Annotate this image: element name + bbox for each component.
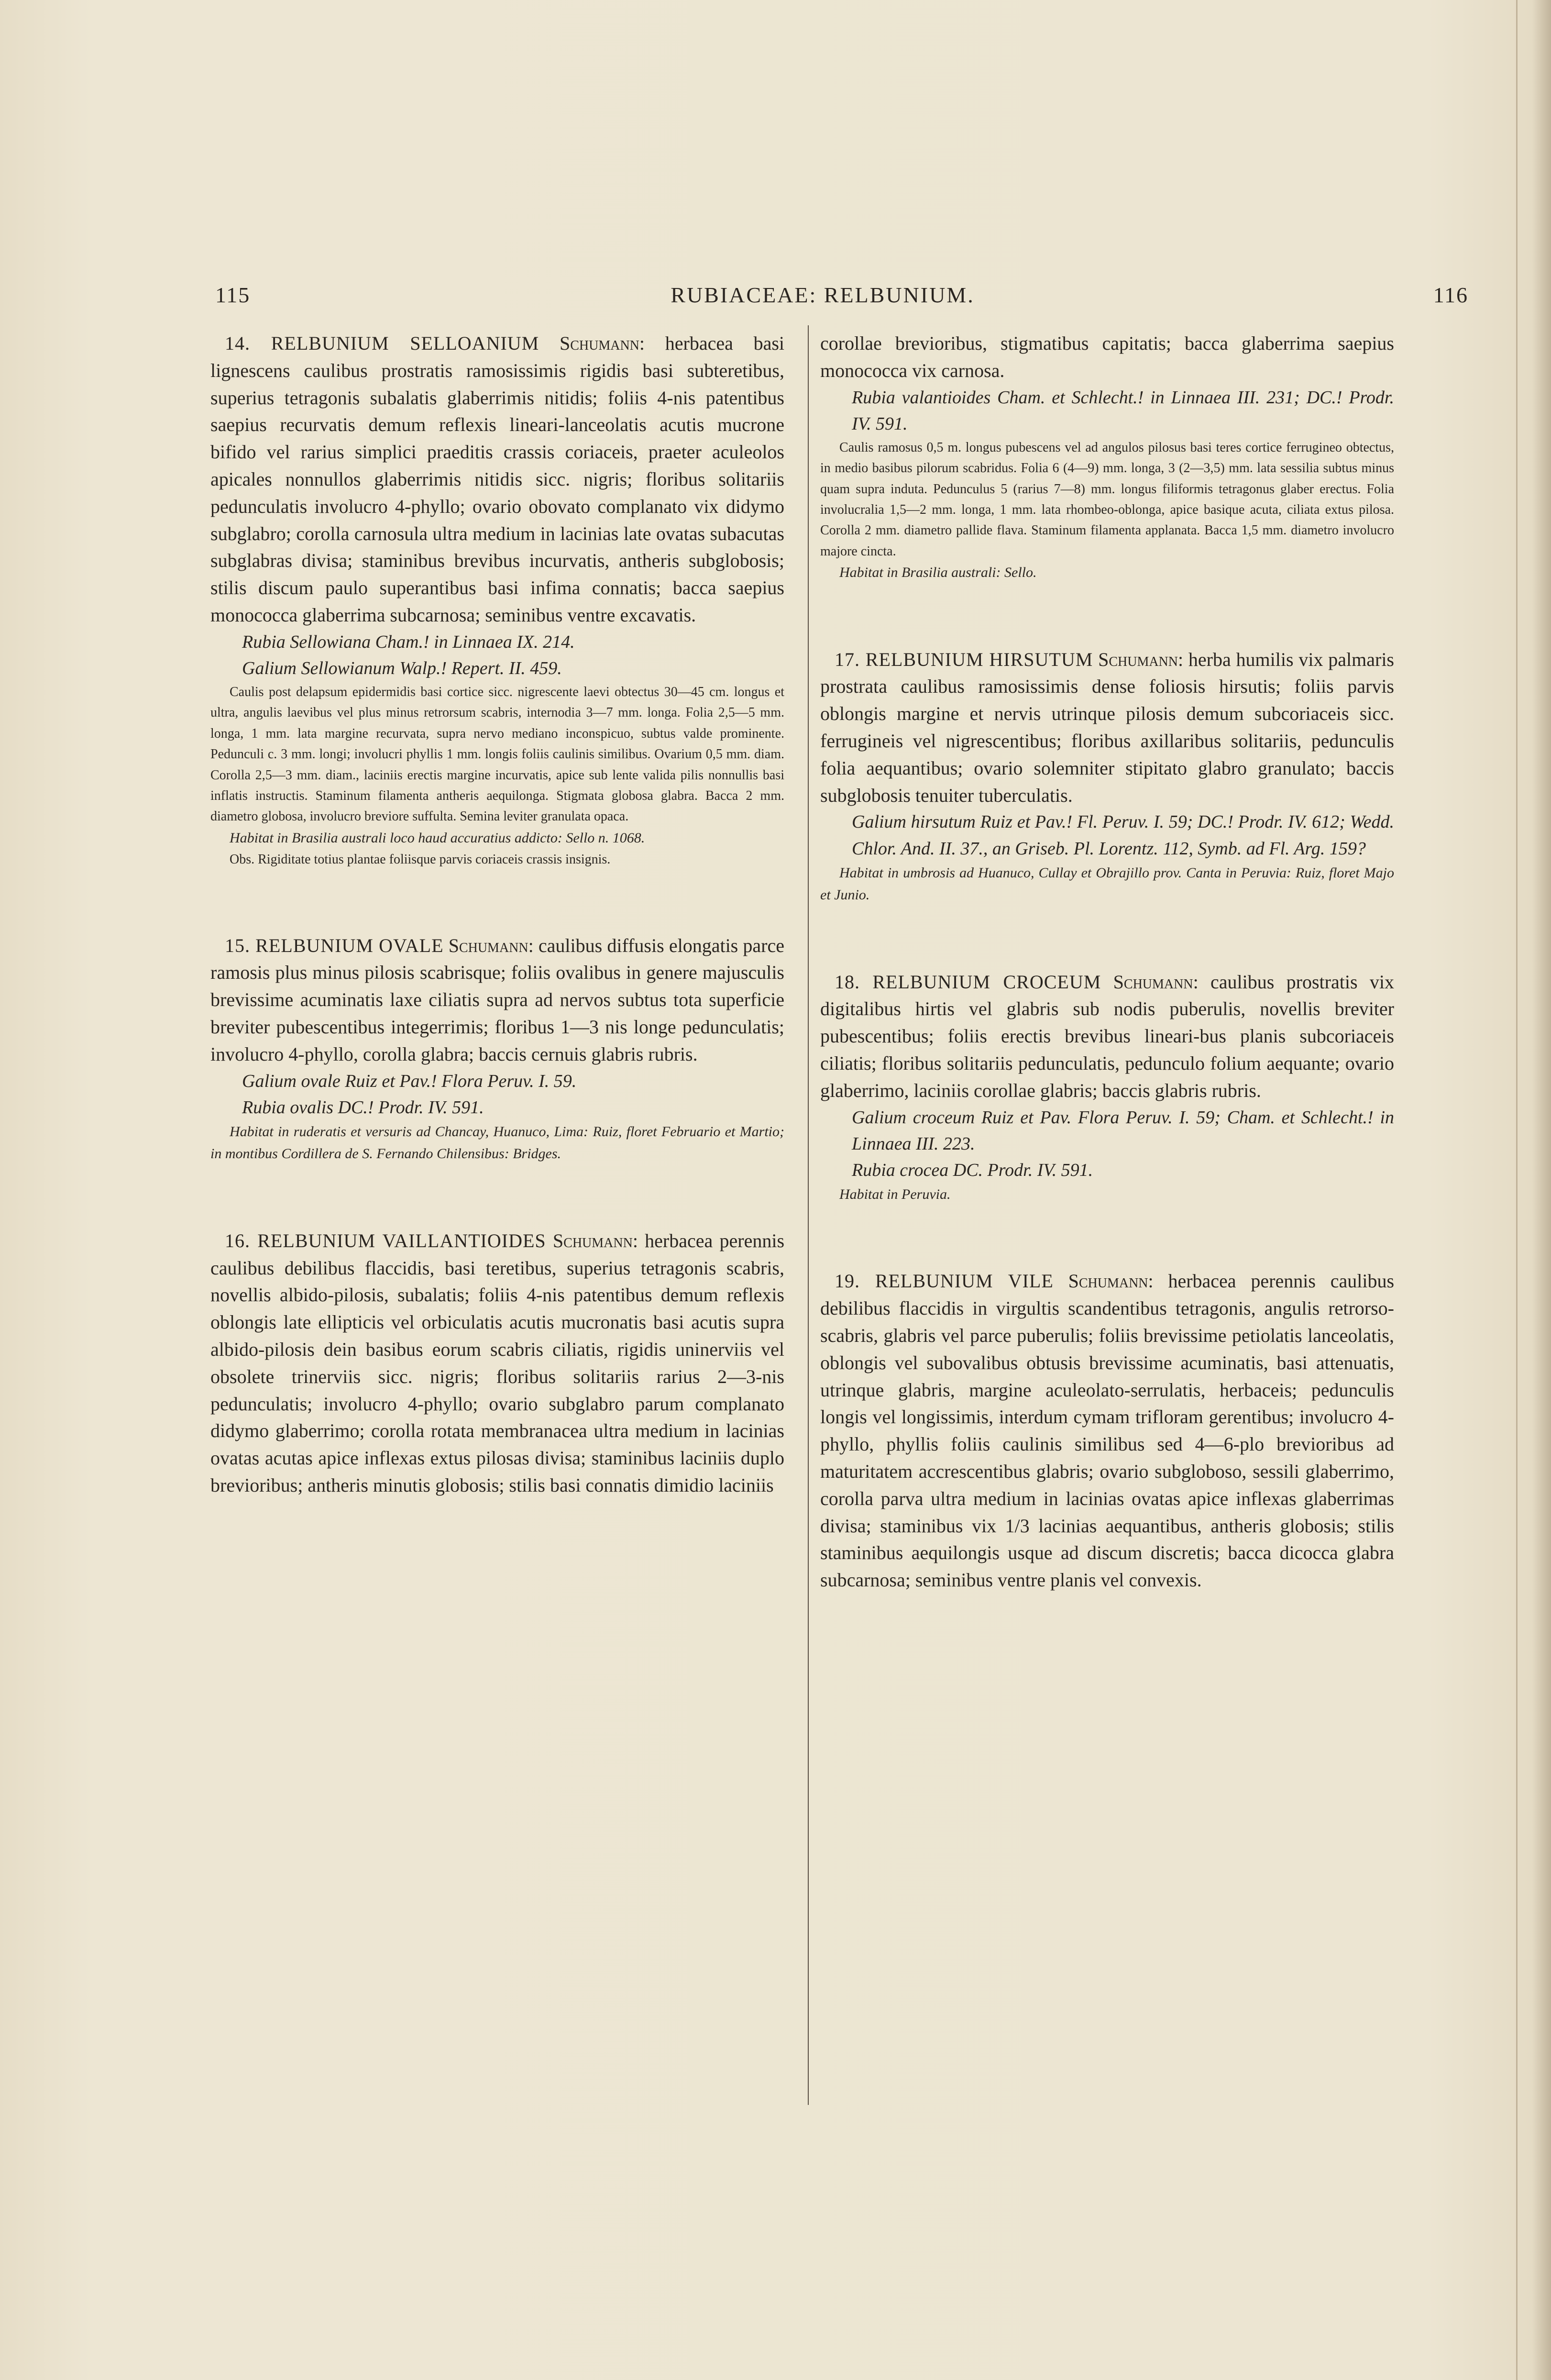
species-14-author: Schumann [559, 332, 639, 354]
right-column [820, 330, 1394, 1594]
species-18-habitat: Habitat in Peruvia. [839, 1186, 951, 1202]
species-16-text: : herbacea perennis caulibus debilibus flaccidis, basi teretibus, superius tetragonis scabris, novellis albido-pilosis, subalatis; foliis 4-nis patentibus demum reflexis oblongis late ellipticis vel orbiculatis acutis mucronatis basi acutis supra albido-pilosis dein basibus eorum scabris ciliatis, rigidis uninerviis vel obsolete trinerviis sicc. nigris; floribus solitariis rarius 2—3-nis pedunculatis; involucro 4-phyllo; ovario subglabro parum complanato didymo glaberrimo; corolla rotata membranacea ultra medium in lacinias ovatas acutas apice inflexas extus pilosas divisa; staminibus laciniis duplo brevioribus; antheris minutis globosis; stilis basi connatis dimidio laciniis [210, 1229, 785, 1496]
species-15 [210, 932, 784, 1165]
species-15-diagnosis [210, 932, 784, 1068]
species-19-heading: 19. RELBUNIUM VILE [835, 1270, 1054, 1292]
species-15-heading: 15. RELBUNIUM OVALE [225, 934, 444, 956]
species-17-author: Schumann [1098, 648, 1178, 670]
column-divider [808, 325, 809, 2105]
species-15-habitat: Habitat in ruderatis et versuris ad Chancay, Huanuco, Lima: Ruiz, floret Februario et Martio; in montibus Cordillera de S. Fernando Chilensibus: Bridges. [210, 1123, 784, 1162]
species-15-ref-1: Galium ovale Ruiz et Pav.! Flora Peruv. I. 59. [242, 1071, 577, 1091]
species-16-continued [820, 330, 1394, 584]
species-17-diagnosis [820, 646, 1394, 809]
page-number-left: 115 [215, 283, 251, 307]
species-16-habitat: Habitat in Brasilia australi: Sello. [839, 565, 1037, 581]
species-15-ref-2: Rubia ovalis DC.! Prodr. IV. 591. [242, 1097, 484, 1118]
running-title: RUBIACEAE: RELBUNIUM. [671, 283, 975, 307]
species-18-ref-1: Galium croceum Ruiz et Pav. Flora Peruv. I. 59; Cham. et Schlecht.! in Linnaea III. 223. [852, 1107, 1394, 1154]
species-19-text: : herbacea perennis caulibus debilibus flaccidis in virgultis scandentibus tetragonis, angulis retrorso-scabris, glabris vel parce puberulis; foliis brevissime petiolatis lanceolatis, oblongis vel subovalibus obtusis brevissime acuminatis, basi attenuatis, utrinque glabris, margine aculeolato-serrulatis, herbaceis; pedunculis longis vel longissimis, interdum cymam trifloram gerentibus; involucro 4-phyllo, phyllis foliis caulinis similibus sed 4—6-plo brevioribus ad maturitatem accrescentibus glabris; ovario subgloboso, sessili glaberrimo, corolla parva ultra medium in lacinias ovatas apice inflexas glaberrimas divisa; staminibus vix 1/3 lacinias aequantibus, antheris globosis; stilis staminibus aequilongis usque ad discum discretis; bacca dicocca glabra subcarnosa; seminibus ventre planis vel convexis. [820, 1270, 1395, 1591]
species-14 [210, 330, 784, 870]
species-19-author: Schumann [1068, 1270, 1148, 1292]
species-16-diagnosis [210, 1228, 784, 1499]
species-18-text: : caulibus prostratis vix digitalibus hirtis vel glabris sub nodis puberulis, novellis breviter pubescentibus; foliis erectis brevibus lineari-bus planis subcoriaceis ciliatis; floribus solitariis pedunculatis, pedunculo folium aequante; ovario glaberrimo, laciniis corollae glabris; baccis glabris rubris. [820, 971, 1394, 1101]
species-18-author: Schumann [1113, 971, 1193, 993]
species-14-habitat: Habitat in Brasilia australi loco haud accuratius addicto: Sello n. 1068. [230, 830, 645, 846]
species-18-ref-2: Rubia crocea DC. Prodr. IV. 591. [852, 1160, 1093, 1180]
species-14-description: Caulis post delapsum epidermidis basi cortice sicc. nigrescente laevi obtectus 30—45 cm. longus et ultra, angulis laevibus vel plus minus retrorsum scabris, internodia 3—7 mm. longa. Folia 2,5—5 mm. longa, 1 mm. lata margine recurvata, supra nervo mediano inconspicuo, subtus valde prominente. Pedunculi c. 3 mm. longi; involucri phyllis 1 mm. longis foliis caulinis similibus. Ovarium 0,5 mm. diam. Corolla 2,5—3 mm. diam., laciniis erectis margine incurvatis, apice sub lente valida pilis nonnullis basi inflatis instructis. Staminum filamenta antheris aequilonga. Stigmata globosa glabra. Bacca 2 mm. diametro globosa, involucro breviore suffulta. Semina leviter granulata opaca. [210, 684, 784, 824]
species-14-diagnosis [210, 330, 784, 629]
left-column [210, 330, 784, 1499]
species-16-author: Schumann [552, 1229, 633, 1251]
species-17-ref-1: Galium hirsutum Ruiz et Pav.! Fl. Peruv. I. 59; DC.! Prodr. IV. 612; Wedd. Chlor. And. II. 37., an Griseb. Pl. Lorentz. 112, Symb. ad Fl. Arg. 159? [852, 812, 1394, 859]
species-18-diagnosis [820, 969, 1394, 1105]
species-16-text-continued: corollae brevioribus, stigmatibus capitatis; bacca glaberrima saepius monococca vix carnosa. [820, 332, 1394, 381]
species-14-observation: Obs. Rigiditate totius plantae foliisque parvis coriaceis crassis insignis. [230, 852, 611, 867]
species-19 [820, 1268, 1394, 1594]
running-header [210, 282, 1483, 316]
species-15-text: : caulibus diffusis elongatis parce ramosis plus minus pilosis scabrisque; foliis ovalibus in genere majusculis brevissime acuminatis laxe ciliatis supra ad nervos subtus tota superficie breviter pubescentibus integerrimis; floribus 1—3 nis longe pedunculatis; involucro 4-phyllo, corolla glabra; baccis cernuis glabris rubris. [210, 934, 785, 1065]
species-14-ref-2: Galium Sellowianum Walp.! Repert. II. 459. [242, 658, 562, 678]
species-16-ref-1: Rubia valantioides Cham. et Schlecht.! in Linnaea III. 231; DC.! Prodr. IV. 591. [852, 387, 1394, 434]
species-14-ref-1: Rubia Sellowiana Cham.! in Linnaea IX. 214. [242, 631, 575, 652]
species-17 [820, 646, 1394, 907]
species-17-heading: 17. RELBUNIUM HIRSUTUM [835, 648, 1093, 670]
species-15-author: Schumann [448, 934, 528, 956]
species-14-heading: 14. RELBUNIUM SELLOANIUM [225, 332, 539, 354]
species-16-heading: 16. RELBUNIUM VAILLANTIOIDES [225, 1229, 546, 1251]
page-number-right: 116 [1433, 283, 1468, 307]
species-17-habitat: Habitat in umbrosis ad Huanuco, Cullay et Obrajillo prov. Canta in Peruvia: Ruiz, floret Majo et Junio. [820, 864, 1394, 903]
species-19-diagnosis [820, 1268, 1394, 1594]
species-16-description: Caulis ramosus 0,5 m. longus pubescens vel ad angulos pilosus basi teres cortice ferrugineo obtectus, in medio basibus pilorum scabridus. Folia 6 (4—9) mm. longa, 3 (2—3,5) mm. lata sessilia subtus minus quam supra induta. Pedunculus 5 (rarius 7—8) mm. longus filiformis tetragonus glaber erectus. Folia involucralia 1,5—2 mm. longa, 1 mm. lata rhombeo-oblonga, apice basique acuta, ciliata extus pilosa. Corolla 2 mm. diametro pallide flava. Staminum filamenta applanata. Bacca 1,5 mm. diametro involucro majore cincta. [820, 440, 1394, 559]
page-edge-shadow [1532, 0, 1551, 2380]
species-14-text: : herbacea basi lignescens caulibus prostratis ramosissimis rigidis basi subteretibus, superius tetragonis subalatis glaberrimis nitidis; foliis 4-nis patentibus saepius recurvatis demum reflexis lineari-lanceolatis acutis mucrone bifido vel rarius simplici praeditis crassis coriaceis, praeter aculeolos apicales nonnullos glaberrimis nitidis sicc. nigris; floribus solitariis pedunculatis involucro 4-phyllo; ovario obovato complanato vix didymo subglabro; corolla carnosula ultra medium in lacinias late ovatas subacutas subglabras divisa; staminibus brevibus incurvatis, antheris subglobosis; stilis discum paulo superantibus basi infima connatis; bacca saepius monococca glaberrima subcarnosa; seminibus ventre excavatis. [210, 332, 784, 626]
species-18-heading: 18. RELBUNIUM CROCEUM [835, 971, 1101, 993]
species-18 [820, 969, 1394, 1206]
page-fold-line [1516, 0, 1518, 2380]
species-16 [210, 1228, 784, 1499]
species-17-text: : herba humilis vix palmaris prostrata caulibus ramosissimis dense foliosis hirsutis; foliis parvis oblongis margine et nervis utrinque pilosis demum subcoriaceis sicc. ferrugineis vel nigrescentibus; floribus axillaribus solitariis, pedunculis folia aequantibus; ovario solemniter stipitato glabro granulato; baccis subglobosis tenuiter tuberculatis. [820, 648, 1394, 806]
